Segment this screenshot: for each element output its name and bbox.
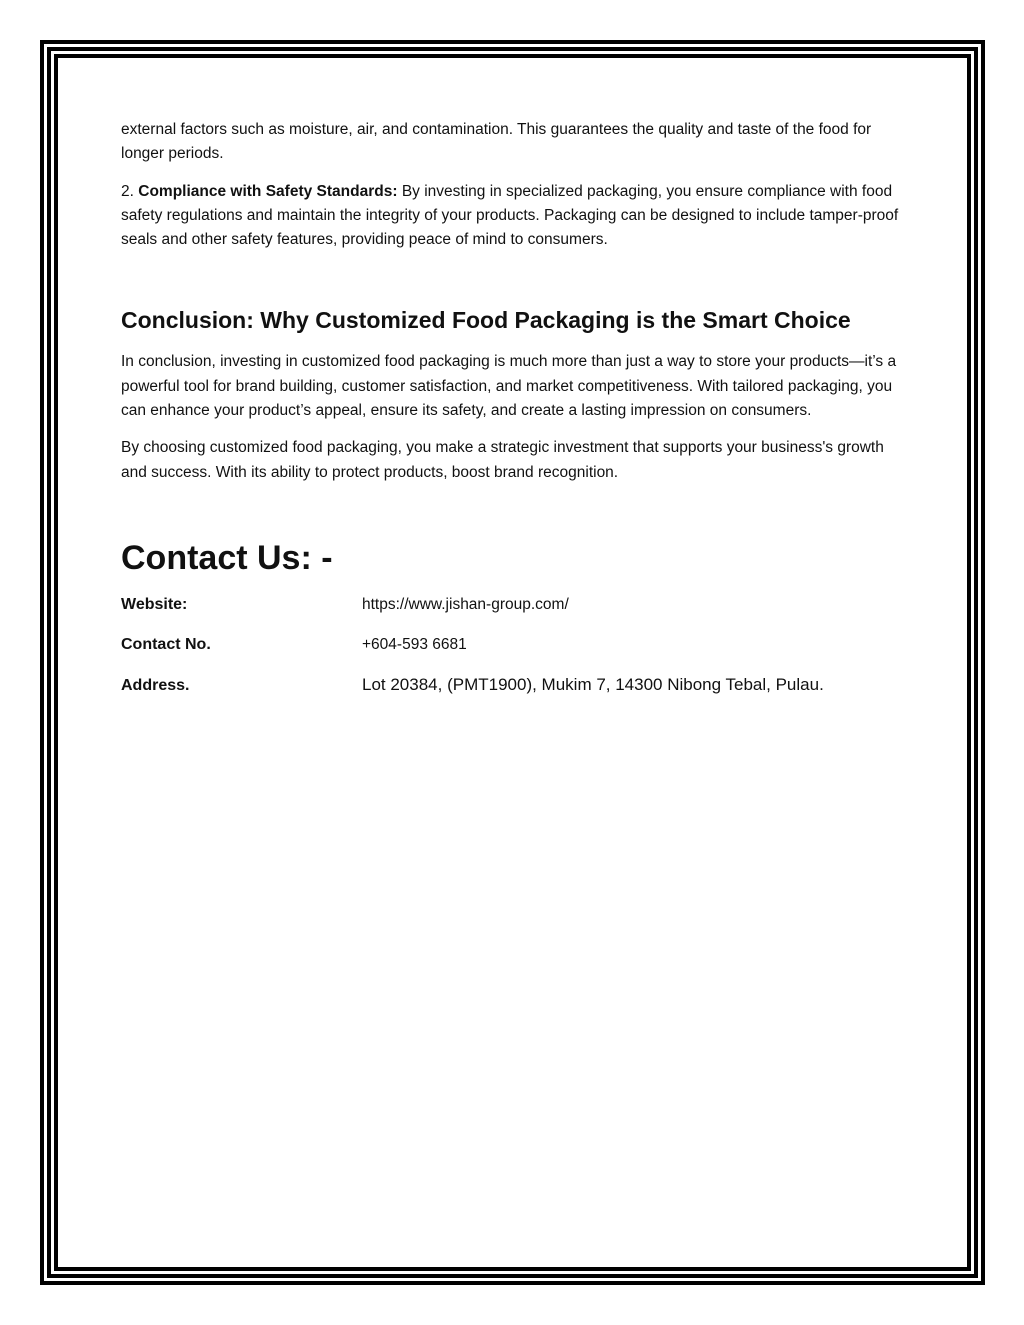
intro-continuation-paragraph: external factors such as moisture, air, and contamination. This guarantees the quality and taste of the food for longer periods. bbox=[121, 121, 872, 163]
conclusion-heading: Conclusion: Why Customized Food Packaging is the Smart Choice bbox=[121, 307, 851, 334]
page-content bbox=[121, 118, 911, 714]
contact-heading: Contact Us: - bbox=[121, 538, 333, 577]
conclusion-paragraph-2: By choosing customized food packaging, you make a strategic investment that supports your business's growth and success. With its ability to protect products, boost brand recognition. bbox=[121, 439, 884, 481]
contact-row-phone bbox=[121, 634, 911, 674]
conclusion-paragraph-1: In conclusion, investing in customized food packaging is much more than just a way to store your products—it’s a powerful tool for brand building, customer satisfaction, and market competitiveness. With tailored packaging, you can enhance your product’s appeal, ensure its safety, and create a lasting impression on consumers. bbox=[121, 353, 897, 420]
list-item-title: Compliance with Safety Standards: bbox=[138, 182, 398, 200]
contact-row-website bbox=[121, 594, 911, 634]
website-label: Website: bbox=[121, 595, 188, 613]
phone-label: Contact No. bbox=[121, 635, 211, 653]
address-value: Lot 20384, (PMT1900), Mukim 7, 14300 Nibong Tebal, Pulau. bbox=[362, 674, 824, 694]
website-link[interactable]: https://www.jishan-group.com/ bbox=[362, 595, 569, 613]
contact-row-address bbox=[121, 674, 911, 714]
address-label: Address. bbox=[121, 676, 190, 694]
phone-value: +604-593 6681 bbox=[362, 635, 467, 653]
list-item-compliance bbox=[121, 180, 911, 253]
list-item-number: 2. bbox=[121, 182, 134, 200]
list-item-text: By investing in specialized packaging, you ensure compliance with food safety regulations and maintain the integrity of your products. Packaging can be designed to include tamper-proof seals and other safety features, providing peace of mind to consumers. bbox=[121, 182, 899, 249]
